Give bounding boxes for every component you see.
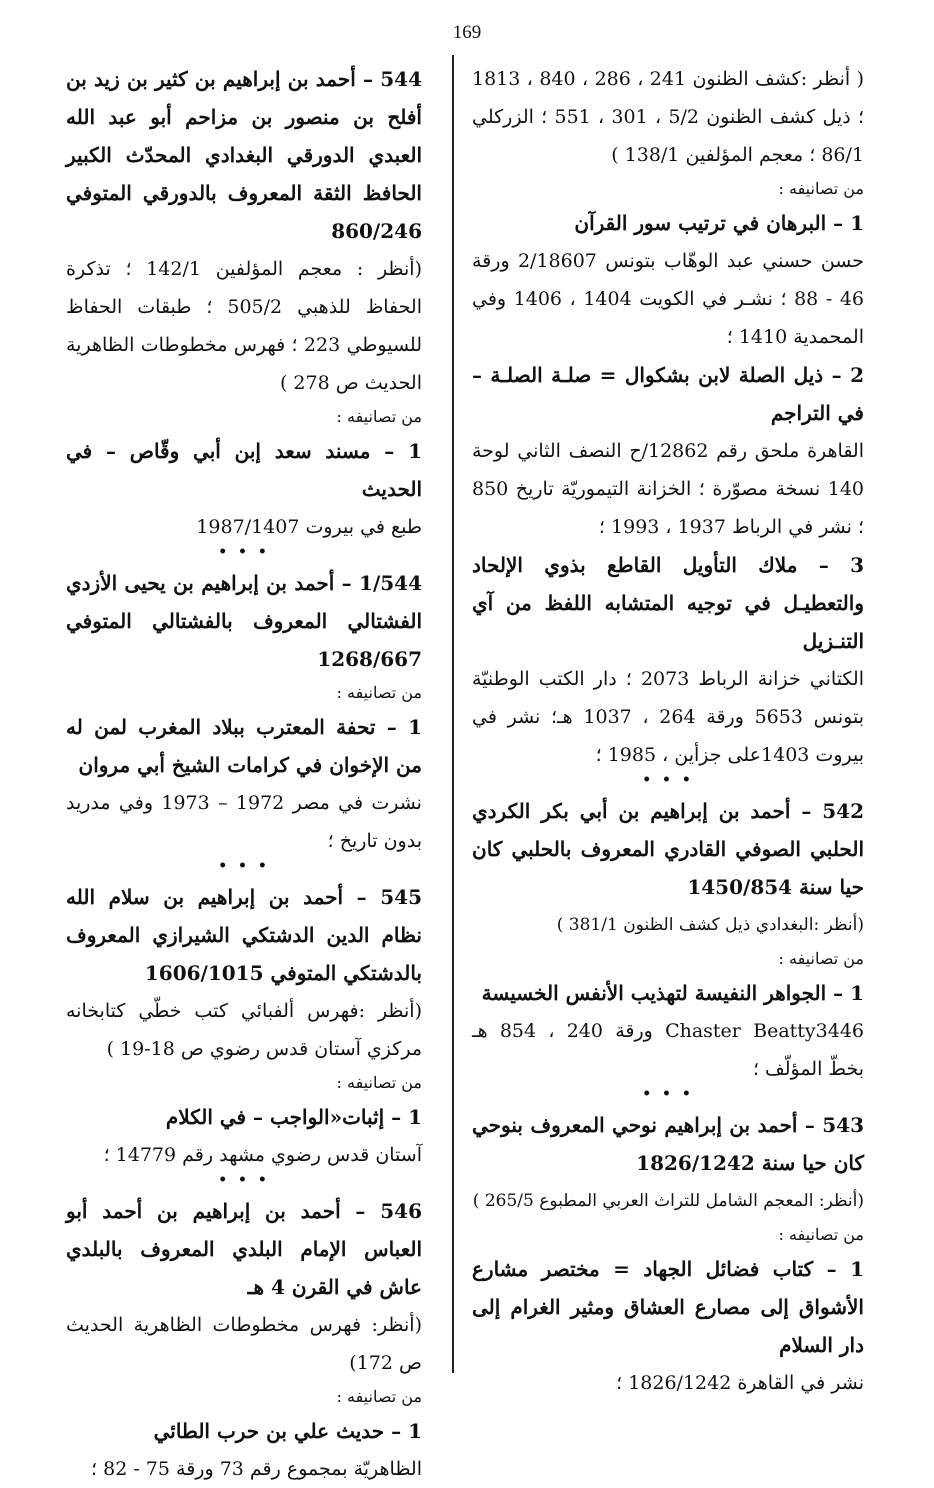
works-label: من تصانيفه : [778, 179, 864, 198]
work-title: 1 – إثبات«الواجب – في الكلام [165, 1105, 422, 1129]
entry-545-heading: 545 – أحمد بن إبراهيم بن سلام الله نظام الدين الدشتكي الشيرازي المعروف بالدشتكي المتوفي 1606/1015 [66, 885, 422, 985]
work-details: حسن حسني عبد الوهّاب بتونس 2/18607 ورقة 46 - 88 ؛ نشـر في الكويت 1404 ، 1406 وفي المحمدية 1410 ؛ [472, 250, 865, 348]
work-title: 1 – حديث علي بن حرب الطائي [153, 1419, 422, 1443]
entry-545-references: (أنظر :فهرس ألفبائي كتب خطّي كتابخانه مركزي آستان قدس رضوي ص 18-19 ) [66, 1000, 422, 1060]
section-separator: • • • [218, 1172, 270, 1188]
works-label: من تصانيفه : [336, 407, 422, 426]
work-details: طبع في بيروت 1987/1407 [196, 516, 422, 538]
work-title: 1 – البرهان في ترتيب سور القرآن [574, 211, 864, 235]
work-details: نشر في القاهرة 1826/1242 ؛ [616, 1372, 864, 1394]
section-separator: • • • [642, 1086, 694, 1102]
entry-542-references: (أنظر :البغدادي ذيل كشف الظنون 381/1 ) [556, 915, 864, 935]
work-title: 1 – الجواهر النفيسة لتهذيب الأنفس الخسيسة [481, 981, 864, 1005]
section-separator: • • • [642, 772, 694, 788]
entry-544-heading: 544 – أحمد بن إبراهيم بن كثير بن زيد بن أفلح بن منصور بن مزاحم أبو عبد الله العبدي الدورقي البغدادي المحدّث الكبير الحافظ الثقة المعروف بالدورقي المتوفي 860/246 [66, 67, 422, 243]
right-column [472, 60, 864, 1402]
page-number: 169 [452, 22, 482, 43]
section-separator: • • • [218, 544, 270, 560]
work-details: Chaster Beatty3446 ورقة 240 ، 854 هـ بخطّ المؤلّف ؛ [472, 1020, 865, 1080]
works-label: من تصانيفه : [778, 1225, 864, 1244]
works-label: من تصانيفه : [778, 949, 864, 968]
work-details: نشرت في مصر 1972 – 1973 وفي مدريد بدون تاريخ ؛ [66, 792, 422, 852]
work-title: 3 – ملاك التأويل القاطع بذوي الإلحاد والتعطيـل في توجيه المتشابه اللفظ من آي التنـزيل [472, 553, 864, 653]
entry-544b-heading: 1/544 – أحمد بن إبراهيم بن يحيى الأزدي الفشتالي المعروف بالفشتالي المتوفي 1268/667 [66, 571, 422, 671]
work-details: القاهرة ملحق رقم 12862/ح النصف الثاني لوحة 140 نسخة مصوّرة ؛ الخزانة التيموريّة تاريخ 850 ؛ نشر في الرباط 1937 ، 1993 ؛ [472, 440, 864, 538]
entry-542-heading: 542 – أحمد بن إبراهيم بن أبي بكر الكردي الحلبي الصوفي القادري المعروف بالحلبي كان حيا سنة 1450/854 [472, 799, 864, 899]
works-label: من تصانيفه : [336, 1387, 422, 1406]
entry-543-references: (أنظر: المعجم الشامل للتراث العربي المطبوع 265/5 ) [472, 1191, 864, 1211]
work-title: 2 – ذيل الصلة لابن بشكوال = صلـة الصلـة – في التراجم [472, 363, 864, 425]
entry-541-references: ( أنظر :كشف الظنون 241 ، 286 ، 840 ، 1813 ؛ ذيل كشف الظنون 5/2 ، 301 ، 551 ؛ الزركلي 86/1 ؛ معجم المؤلفين 138/1 ) [472, 68, 864, 166]
entry-543-heading: 543 – أحمد بن إبراهيم نوحي المعروف بنوحي كان حيا سنة 1826/1242 [472, 1113, 864, 1175]
entry-544-references: (أنظر : معجم المؤلفين 142/1 ؛ تذكرة الحفاظ للذهبي 505/2 ؛ طبقات الحفاظ للسيوطي 223 ؛ فهرس مخطوطات الظاهرية الحديث ص 278 ) [66, 258, 423, 394]
entry-546-references: (أنظر: فهرس مخطوطات الظاهرية الحديث ص 172) [66, 1314, 422, 1374]
left-column [66, 60, 422, 1488]
work-details: الظاهريّة بمجموع رقم 73 ورقة 75 - 82 ؛ [91, 1458, 422, 1480]
works-label: من تصانيفه : [336, 1073, 422, 1092]
works-label: من تصانيفه : [336, 683, 422, 702]
work-title: 1 – كتاب فضائل الجهاد = مختصر مشارع الأشواق إلى مصارع العشاق ومثير الغرام إلى دار السلام [472, 1257, 864, 1357]
work-title: 1 – تحفة المعترب ببلاد المغرب لمن له من الإخوان في كرامات الشيخ أبي مروان [66, 715, 422, 777]
work-details: آستان قدس رضوي مشهد رقم 14779 ؛ [103, 1144, 422, 1166]
work-details: الكتاني خزانة الرباط 2073 ؛ دار الكتب الوطنيّة بتونس 5653 ورقة 264 ، 1037 هـ؛ نشر في بيروت 1403على جزأين ، 1985 ؛ [472, 668, 865, 766]
work-title: 1 – مسند سعد إبن أبي وقّاص – في الحديث [66, 439, 422, 501]
column-divider [452, 55, 454, 1373]
entry-546-heading: 546 – أحمد بن إبراهيم بن أحمد أبو العباس الإمام البلدي المعروف بالبلدي عاش في القرن 4 هـ [66, 1199, 422, 1299]
section-separator: • • • [218, 858, 270, 874]
